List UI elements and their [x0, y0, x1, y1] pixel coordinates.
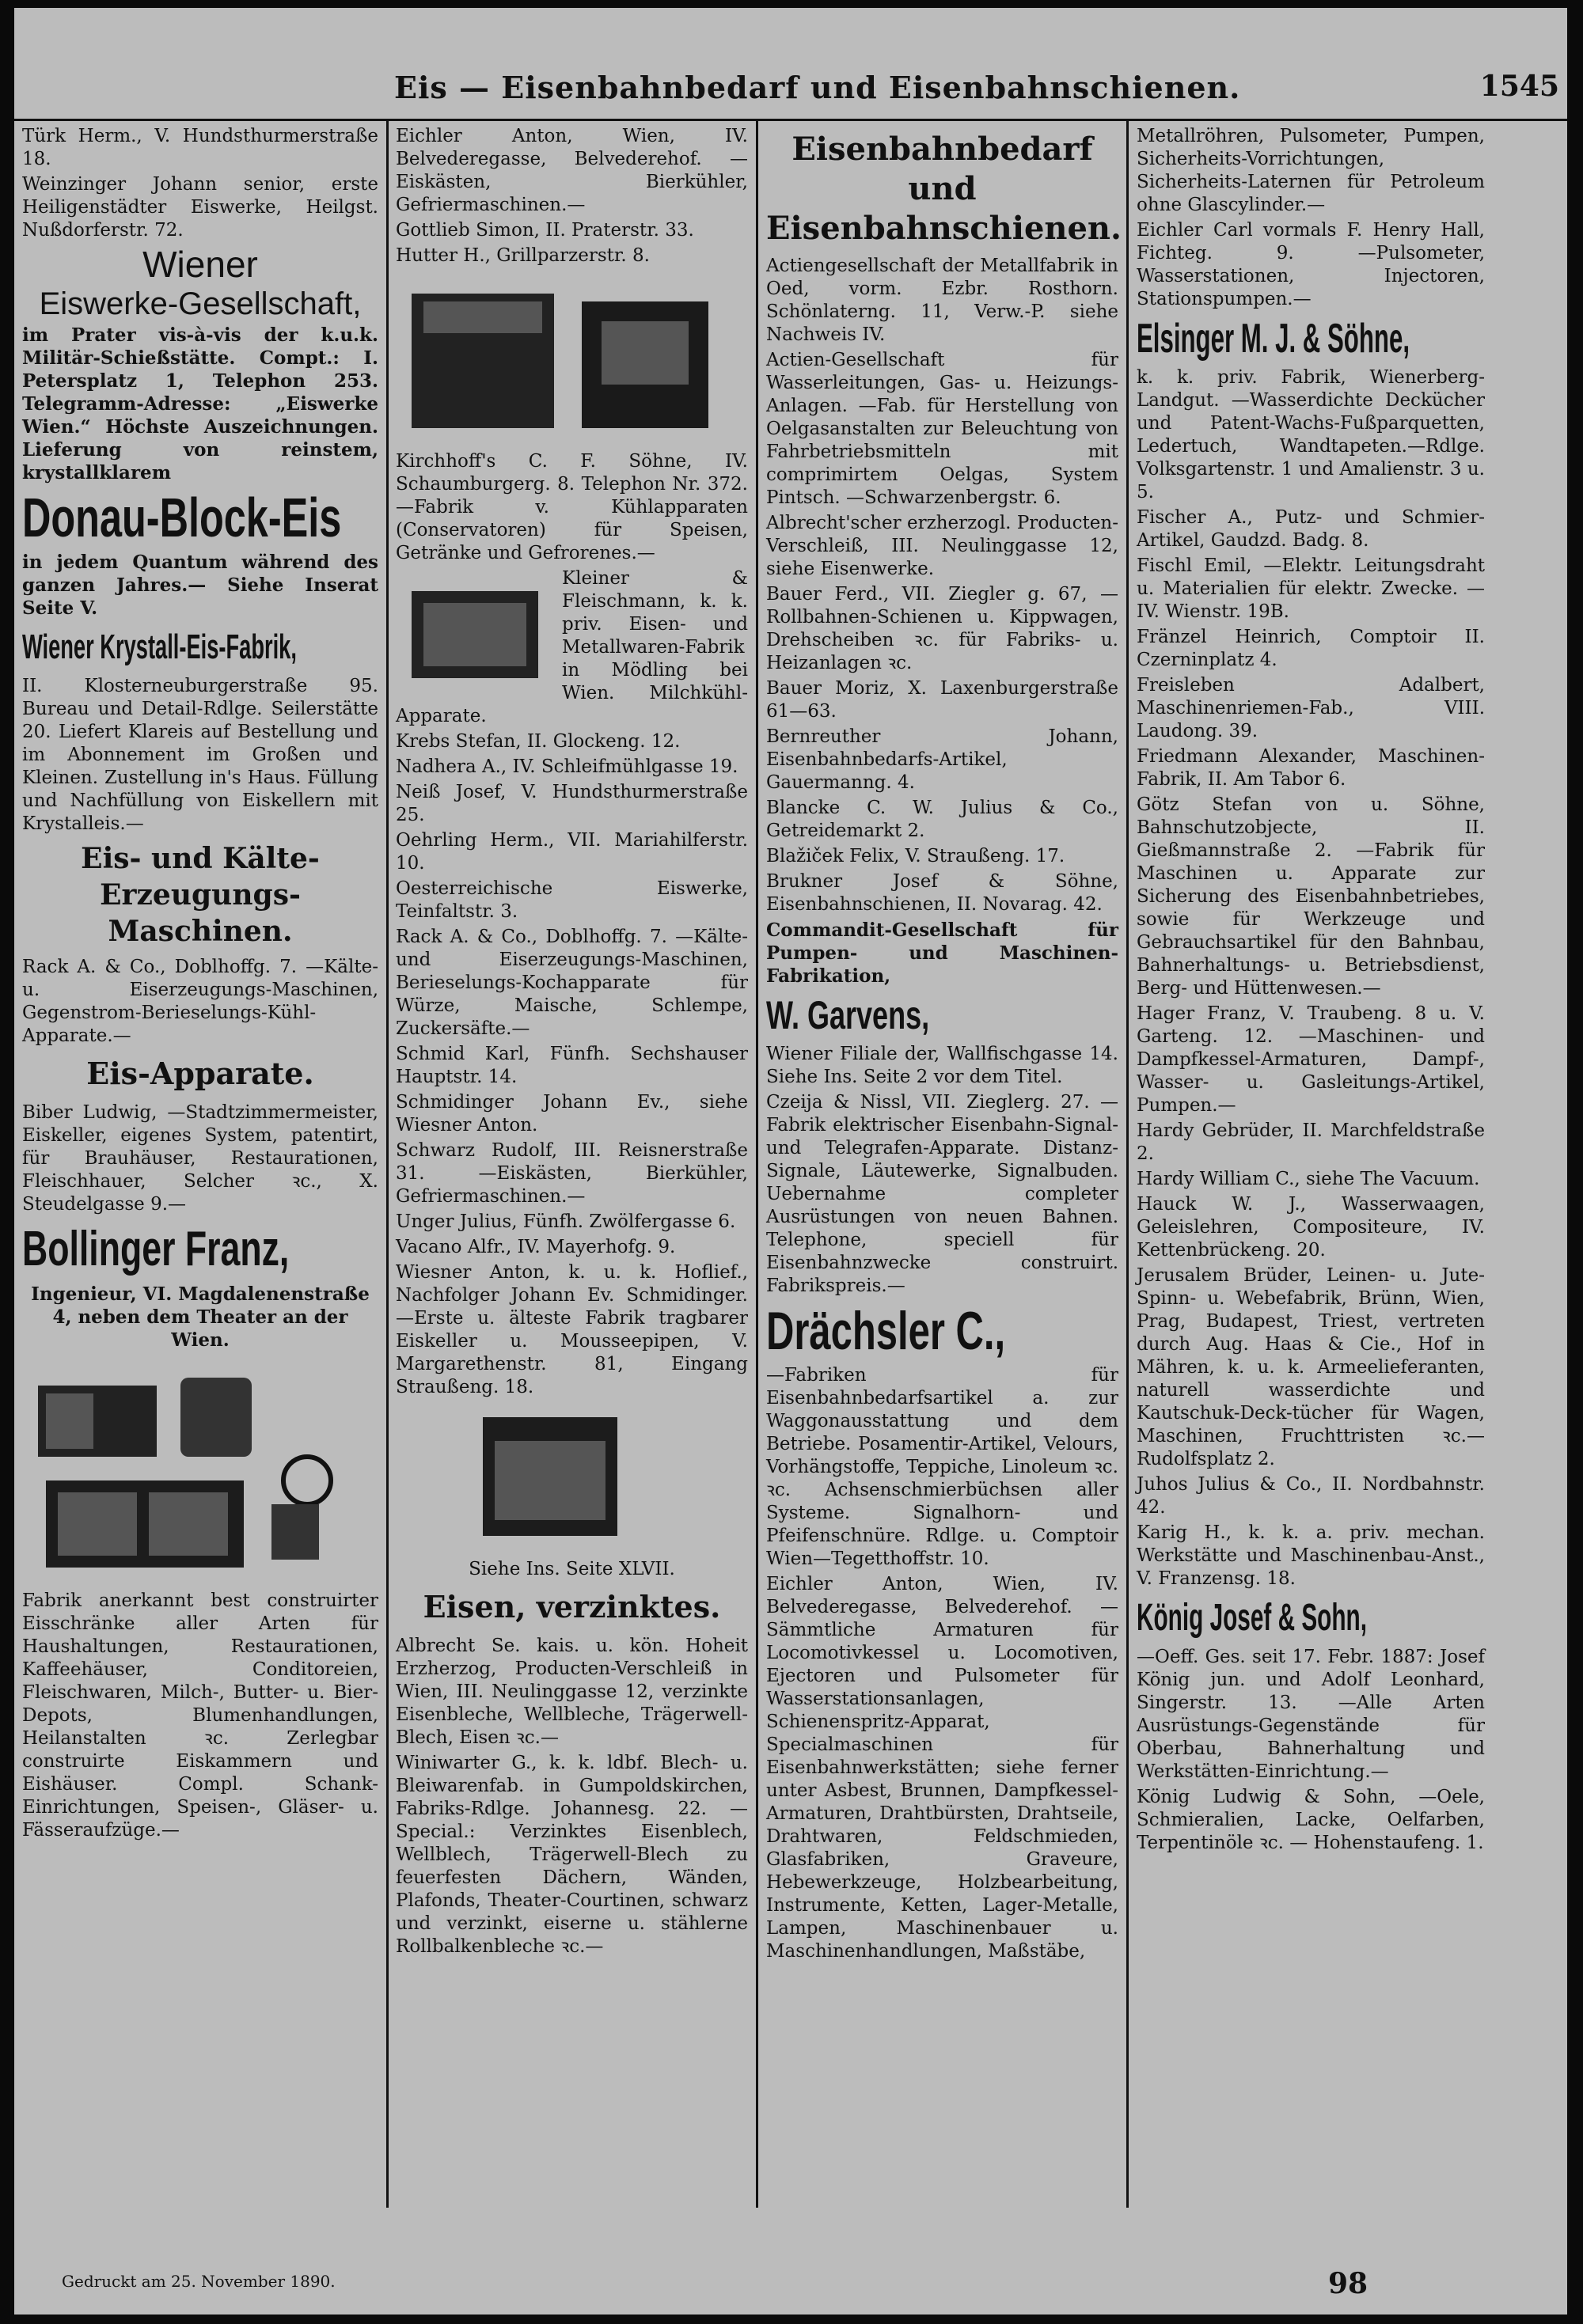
ad-body: im Prater vis-à-vis der k.u.k. Militär-Schießstätte. Compt.: I. Petersplatz 1, Telephon 253. Telegramm-Adresse: „Eiswerke Wien.“ Höchste Auszeichnungen. Lieferung von reinstem, krystallklarem — [22, 324, 378, 483]
entry: Friedmann Alexander, Maschinen-Fabrik, II. Am Tabor 6. — [1137, 746, 1485, 790]
column-1 — [22, 125, 378, 1844]
cooler-illustration — [396, 278, 736, 436]
entry: Rack A. & Co., Doblhoffg. 7. —Kälte- u. Eiserzeugungs-Maschinen, Gegenstrom-Berieselungs-Kühl-Apparate.— — [22, 957, 378, 1046]
entry: Kirchhoff's C. F. Söhne, IV. Schaumburgerg. 8. Telephon Nr. 372. —Fabrik v. Kühlapparaten (Conservatoren) für Speisen, Getränke und Gefrorenes.— — [396, 451, 748, 563]
ad-heading: Drächsler C., — [766, 1301, 1006, 1361]
entry: Oesterreichische Eiswerke, Teinfaltstr. 3. — [396, 878, 748, 922]
entry: Hauck W. J., Wasserwaagen, Geleislehren, Compositeure, IV. Kettenbrückeng. 20. — [1137, 1194, 1485, 1261]
ad-body: Fabrik anerkannt best construirter Eisschränke aller Arten für Haushaltungen, Restaurationen, Kaffeehäuser, Conditoreien, Fleischwaren, Milch-, Butter- u. Bier-Depots, Blumenhandlungen, Heilanstalten ꝛc. Zerlegbar construirte Eiskammern und Eishäuser. Compl. Schank-Einrichtungen, Speisen-, Gläser- u. Fässeraufzüge.— — [22, 1590, 378, 1841]
ad-heading: Elsinger M. J. & Söhne, — [1137, 316, 1410, 362]
section-heading: Eis-Apparate. — [86, 1056, 314, 1091]
entry: Fränzel Heinrich, Comptoir II. Czerninplatz 4. — [1137, 627, 1485, 670]
entry: Eichler Carl vormals F. Henry Hall, Fichteg. 9. —Pulsometer, Wasserstationen, Injectoren, Stationspumpen.— — [1137, 220, 1485, 309]
entry: —Fabriken für Eisenbahnbedarfsartikel a. zur Waggonausstattung und dem Betriebe. Posamentir-Artikel, Velours, Vorhängstoffe, Teppiche, Linoleum ꝛc. ꝛc. Achsenschmierbüchsen aller Systeme. Signalhorn- und Pfeifenschnüre. Rdlge. u. Comptoir Wien—Tegetthoffstr. 10. — [766, 1365, 1118, 1569]
section-heading: Eisen, verzinktes. — [423, 1589, 721, 1625]
entry: Schwarz Rudolf, III. Reisnerstraße 31. —Eiskästen, Bierkühler, Gefriermaschinen.— — [396, 1140, 748, 1207]
entry: Neiß Josef, V. Hundsthurmerstraße 25. — [396, 782, 748, 825]
entry: Albrecht Se. kais. u. kön. Hoheit Erzherzog, Producten-Verschleiß in Wien, III. Neulinggasse 12, verzinkte Eisenbleche, Wellbleche, Trägerwell-Blech, Eisen ꝛc.— — [396, 1636, 748, 1748]
entry: Czeija & Nissl, VII. Zieglerg. 27. —Fabrik elektrischer Eisenbahn-Signal- und Telegrafen-Apparate. Distanz-Signale, Läutewerke, Signalbuden. Uebernahme completer Ausrüstungen von neuen Bahnen. Telephone, speciell für Eisenbahnzwecke construirt. Fabrikspreis.— — [766, 1092, 1118, 1296]
milk-cooler-illustration — [396, 575, 554, 694]
entry: Unger Julius, Fünfh. Zwölfergasse 6. — [396, 1211, 736, 1232]
page-header — [14, 8, 1567, 105]
entry: Schmid Karl, Fünfh. Sechshauser Hauptstr. 14. — [396, 1044, 748, 1087]
signature-number: 98 — [1328, 2267, 1369, 2300]
entry: Nadhera A., IV. Schleifmühlgasse 19. — [396, 756, 738, 777]
entry: König Ludwig & Sohn, —Oele, Schmieralien, Lacke, Oelfarben, Terpentinöle ꝛc. — Hohenstaufeng. 1. — [1137, 1787, 1485, 1853]
entry: Brukner Josef & Söhne, Eisenbahnschienen, II. Novarag. 42. — [766, 871, 1118, 915]
entry: Winiwarter G., k. k. ldbf. Blech- u. Bleiwarenfab. in Gumpoldskirchen, Fabriks-Rdlge. Johannesg. 22. —Special.: Verzinktes Eisenblech, Wellblech, Trägerwell-Blech zu feuerfesten Dächern, Wänden, Plafonds, Theater-Courtinen, schwarz und verzinkt, eiserne u. stählerne Rollbalkenbleche ꝛc.— — [396, 1753, 748, 1957]
entry: —Oeff. Ges. seit 17. Febr. 1887: Josef König jun. und Adolf Leonhard, Singerstr. 13. —Alle Arten Ausrüstungs-Gegenstände für Oberbau, Bahnerhaltung und Werkstätten-Einrichtung.— — [1137, 1647, 1485, 1782]
entry: Oehrling Herm., VII. Mariahilferstr. 10. — [396, 830, 748, 874]
entry: Wiesner Anton, k. u. k. Hoflief., Nachfolger Johann Ev. Schmidinger. —Erste u. älteste Fabrik tragbarer Eiskeller u. Mousseepipen, V. Margarethenstr. 81, Eingang Straußeng. 18. — [396, 1262, 748, 1397]
ad-heading: Wiener — [142, 244, 258, 285]
entry: Schmidinger Johann Ev., siehe Wiesner Anton. — [396, 1092, 748, 1135]
entry: Krebs Stefan, II. Glockeng. 12. — [396, 731, 681, 752]
entry: Metallröhren, Pulsometer, Pumpen, Sicherheits-Vorrichtungen, Sicherheits-Laternen für Petroleum ohne Glascylinder.— — [1137, 126, 1485, 215]
entry: Götz Stefan von u. Söhne, Bahnschutzobjecte, II. Gießmannstraße 2. —Fabrik für Maschinen u. Apparate zur Sicherung des Eisenbahnbetriebes, sowie für Werkzeuge und Gebrauchsartikel für den Bahnbau, Bahnerhaltungs- u. Betriebsdienst, Berg- und Hüttenwesen.— — [1137, 794, 1485, 999]
entry: Actien-Gesellschaft für Wasserleitungen, Gas- u. Heizungs-Anlagen. —Fab. für Herstellung von Oelgasanstalten zur Beleuchtung von Fahrbetriebsmitteln mit comprimirtem Oelgas, System Pintsch. —Schwarzenbergstr. 6. — [766, 350, 1118, 508]
entry: Eichler Anton, Wien, IV. Belvederegasse, Belvederehof. —Eiskästen, Bierkühler, Gefriermaschinen.— — [396, 126, 748, 215]
entry: Albrecht'scher erzherzogl. Producten-Verschleiß, III. Neulinggasse 12, siehe Eisenwerke. — [766, 513, 1118, 579]
entry: Weinzinger Johann senior, erste Heiligenstädter Eiswerke, Heilgst. Nußdorferstr. 72. — [22, 174, 378, 241]
section-heading: Eisenbahnbedarf und Eisenbahnschienen. — [766, 131, 1122, 247]
entry: Türk Herm., V. Hundsthurmerstraße 18. — [22, 126, 378, 169]
entry: Hager Franz, V. Traubeng. 8 u. V. Garteng. 12. —Maschinen- und Dampfkessel-Armaturen, Dampf-, Wasser- u. Gasleitungs-Artikel, Pumpen.— — [1137, 1003, 1485, 1116]
ad-heading: Eiswerke-Gesellschaft, — [39, 286, 362, 321]
column-2 — [396, 125, 748, 1961]
ad-heading: Donau-Block-Eis — [22, 487, 342, 548]
entry: Blažiček Felix, V. Straußeng. 17. — [766, 846, 1065, 866]
entry: Bauer Moriz, X. Laxenburgerstraße 61—63. — [766, 678, 1118, 722]
entry: Fischl Emil, —Elektr. Leitungsdraht u. Materialien für elektr. Zwecke. — IV. Wienstr. 19B. — [1137, 555, 1485, 622]
running-title: Eis — Eisenbahnbedarf und Eisenbahnschienen. — [394, 70, 1241, 105]
column-rule — [1126, 119, 1129, 2208]
entry: Karig H., k. k. a. priv. mechan. Werkstätte und Maschinenbau-Anst., V. Franzensg. 18. — [1137, 1522, 1485, 1589]
ad-body: in jedem Quantum während des ganzen Jahres.— Siehe Inserat Seite V. — [22, 552, 378, 619]
entry: Hardy William C., siehe The Vacuum. — [1137, 1169, 1480, 1189]
icebox-illustration — [22, 1362, 363, 1575]
entry: Juhos Julius & Co., II. Nordbahnstr. 42. — [1137, 1474, 1485, 1518]
entry: k. k. priv. Fabrik, Wienerberg-Landgut. —Wasserdichte Deckücher und Patent-Wachs-Fußparquetten, Ledertuch, Wandtapeten.—Rdlge. Volksgartenstr. 1 und Amalienstr. 3 u. 5. — [1137, 367, 1485, 502]
entry: Vacano Alfr., IV. Mayerhofg. 9. — [396, 1237, 676, 1257]
entry: Blancke C. W. Julius & Co., Getreidemarkt 2. — [766, 798, 1118, 841]
print-date: Gedruckt am 25. November 1890. — [62, 2272, 336, 2291]
directory-page — [14, 8, 1567, 2315]
entry: Hutter H., Grillparzerstr. 8. — [396, 245, 650, 266]
entry: Freisleben Adalbert, Maschinenriemen-Fab., VIII. Laudong. 39. — [1137, 675, 1485, 741]
ad-body: II. Klosterneuburgerstraße 95. Bureau und Detail-Rdlge. Seilerstätte 20. Liefert Klareis auf Bestellung und im Abonnement im Großen und Kleinen. Zustellung in's Haus. Füllung und Nachfüllung von Eiskellern mit Krystalleis.— — [22, 676, 378, 834]
column-rule — [386, 119, 389, 2208]
ad-heading: König Josef & Sohn, — [1137, 1597, 1367, 1639]
entry: Jerusalem Brüder, Leinen- u. Jute-Spinn- u. Webefabrik, Brünn, Wien, Prag, Budapest, Triest, vertreten durch Aug. Haas & Cie., Hof in Mähren, k. u. k. Armeelieferanten, naturell wasserdichte und Kautschuk-Deck-tücher für Wagen, Maschinen, Fruchttristen ꝛc.— Rudolfsplatz 2. — [1137, 1265, 1485, 1469]
column-4 — [1137, 125, 1485, 1857]
column-rule — [14, 119, 1567, 121]
column-rule — [756, 119, 758, 2208]
entry: Kleiner & Fleischmann, k. k. priv. Eisen- und Metallwaren-Fabrik in Mödling bei Wien. Milchkühl-Apparate. — [396, 568, 748, 726]
entry: Hardy Gebrüder, II. Marchfeldstraße 2. — [1137, 1120, 1485, 1164]
cabinet-illustration — [396, 1409, 736, 1544]
entry: Fischer A., Putz- und Schmier-Artikel, Gaudzd. Badg. 8. — [1137, 507, 1485, 551]
column-3 — [766, 125, 1122, 1966]
entry: Wiener Filiale der, Wallfischgasse 14. Siehe Ins. Seite 2 vor dem Titel. — [766, 1044, 1118, 1087]
ad-body: Ingenieur, VI. Magdalenenstraße 4, neben dem Theater an der Wien. — [31, 1283, 370, 1351]
entry: Bernreuther Johann, Eisenbahnbedarfs-Artikel, Gauermanng. 4. — [766, 726, 1118, 793]
entry: Commandit-Gesellschaft für Pumpen- und Maschinen-Fabrikation, — [766, 919, 1118, 987]
page-number: 1545 — [1479, 70, 1559, 103]
entry: Biber Ludwig, —Stadtzimmermeister, Eiskeller, eigenes System, patentirt, für Brauhäuser, Restaurationen, Fleischhauer, Selcher ꝛc., X. Steudelgasse 9.— — [22, 1102, 378, 1215]
entry: Actiengesellschaft der Metallfabrik in Oed, vorm. Ezbr. Rosthorn. Schönlaterng. 11, Verw.-P. siehe Nachweis IV. — [766, 256, 1118, 345]
ad-heading: W. Garvens, — [766, 993, 930, 1037]
entry: Gottlieb Simon, II. Praterstr. 33. — [396, 220, 694, 241]
entry: Eichler Anton, Wien, IV. Belvederegasse, Belvederehof. —Sämmtliche Armaturen für Locomotivkessel u. Locomotiven, Ejectoren und Pulsometer für Wasserstationsanlagen, Schienenspritz-Apparat, Specialmaschinen für Eisenbahnwerkstätten; siehe ferner unter Asbest, Brunnen, Dampfkessel-Armaturen, Drahtbürsten, Drahtseile, Drahtwaren, Feldschmieden, Glasfabriken, Graveure, Hebewerkzeuge, Holzbearbeitung, Instrumente, Ketten, Lager-Metalle, Lampen, Maschinenbauer u. Maschinenhandlungen, Maßstäbe, — [766, 1574, 1118, 1962]
entry: Bauer Ferd., VII. Ziegler g. 67, —Rollbahnen-Schienen u. Kippwagen, Drehscheiben ꝛc. für Fabriks- u. Heizanlagen ꝛc. — [766, 584, 1118, 673]
ad-heading: Wiener Krystall-Eis-Fabrik, — [22, 627, 297, 666]
section-heading: Eis- und Kälte-Erzeugungs-Maschinen. — [81, 842, 320, 948]
ad-heading: Bollinger Franz, — [22, 1222, 290, 1276]
entry: Siehe Ins. Seite XLVII. — [469, 1559, 675, 1579]
entry: Rack A. & Co., Doblhoffg. 7. —Kälte- und Eiserzeugungs-Maschinen, Berieselungs-Kochapparate für Würze, Maische, Schlempe, Zuckersäfte.— — [396, 927, 748, 1039]
